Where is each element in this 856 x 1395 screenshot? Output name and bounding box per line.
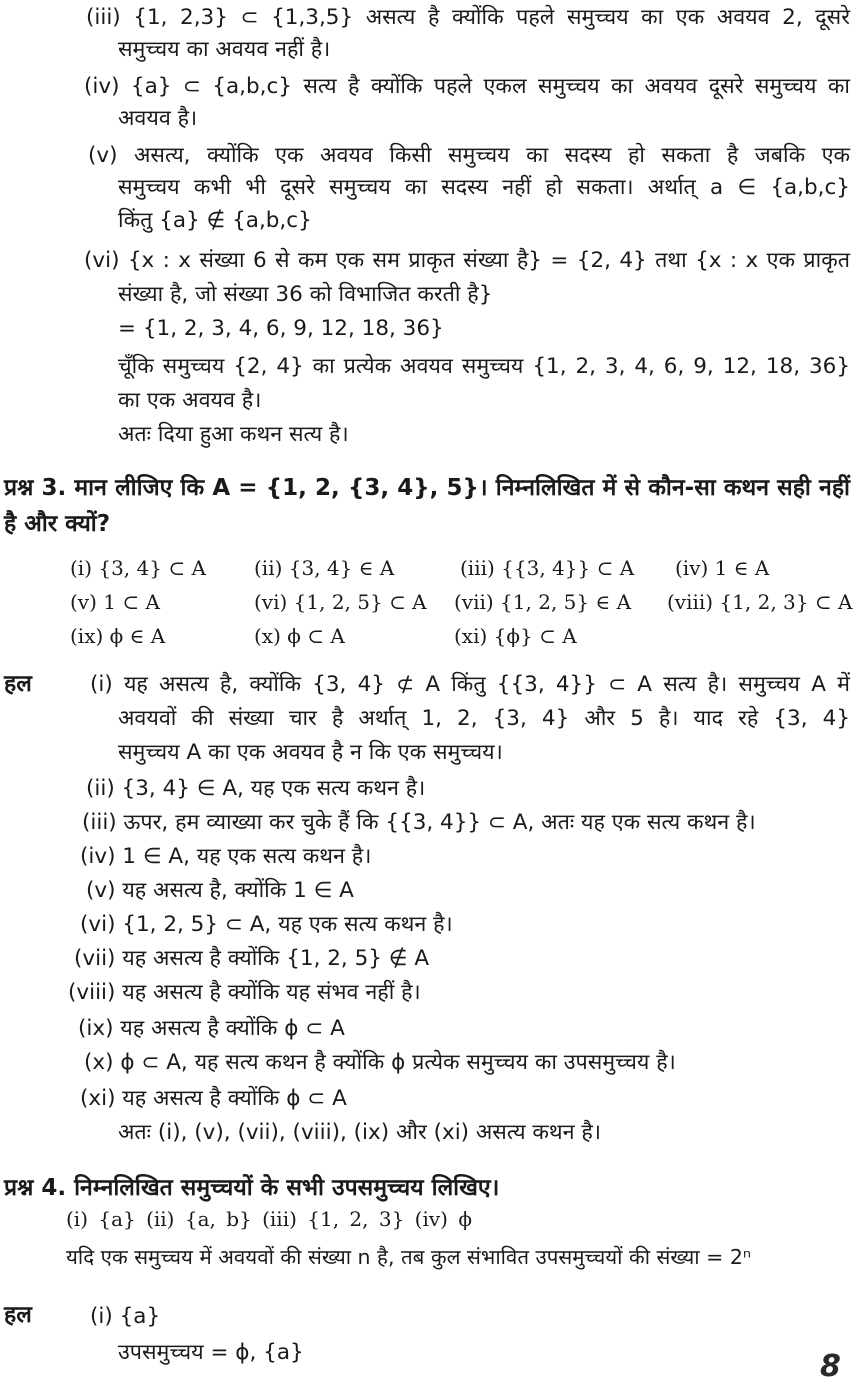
q4-options: (i) {a} (ii) {a, b} (iii) {1, 2, 3} (iv) ϕ: [66, 1207, 472, 1231]
solution-label: हल: [4, 1302, 32, 1328]
sol3-conclusion: अतः (i), (v), (vii), (viii), (ix) और (xi) असत्य कथन है।: [118, 1120, 601, 1145]
sol3-viii: (viii) यह असत्य है क्योंकि यह संभव नहीं है।: [68, 980, 421, 1005]
q3-option: (iii) {{3, 4}} ⊂ A: [460, 556, 635, 580]
q3-option: (viii) {1, 2, 3} ⊂ A: [667, 590, 853, 614]
q3-option: (v) 1 ⊂ A: [70, 590, 160, 614]
q3-option: (x) ϕ ⊂ A: [254, 624, 345, 648]
q3-option: (iv) 1 ∈ A: [675, 556, 770, 580]
page-number: 8: [820, 1349, 841, 1384]
sol-vi-line2: संख्या है, जो संख्या 36 को विभाजित करती है}: [118, 282, 493, 307]
sol4-subsets: उपसमुच्चय = ϕ, {a}: [118, 1340, 304, 1365]
question-4-heading: प्रश्न 4. निम्नलिखित समुच्चयों के सभी उपसमुच्चय लिखिए।: [4, 1175, 500, 1201]
sol3-v: (v) यह असत्य है, क्योंकि 1 ∈ A: [86, 878, 354, 903]
sol-v-line1: (v) असत्य, क्योंकि एक अवयव किसी समुच्चय का सदस्य हो सकता है जबकि एक: [88, 143, 850, 168]
sol-iii-line2: समुच्चय का अवयव नहीं है।: [118, 37, 331, 62]
sol3-i-line3: समुच्चय A का एक अवयव है न कि एक समुच्चय।: [118, 740, 503, 765]
sol-vi-line1: (vi) {x : x संख्या 6 से कम एक सम प्राकृत संख्या है} = {2, 4} तथा {x : x एक प्राकृत: [84, 248, 850, 273]
question-3-heading: प्रश्न 3. मान लीजिए कि A = {1, 2, {3, 4}, 5}। निम्नलिखित में से कौन-सा कथन सही नहीं: [4, 475, 850, 501]
sol3-vii: (vii) यह असत्य है क्योंकि {1, 2, 5} ∉ A: [74, 946, 430, 971]
q3-option: (ii) {3, 4} ∈ A: [254, 556, 395, 580]
q3-option: (xi) {ϕ} ⊂ A: [454, 624, 577, 648]
sol3-iv: (iv) 1 ∈ A, यह एक सत्य कथन है।: [80, 844, 372, 869]
sol-iii-line1: (iii) {1, 2,3} ⊂ {1,3,5} असत्य है क्योंकि पहले समुच्चय का एक अवयव 2, दूसरे: [86, 5, 850, 30]
sol-vi-line3: = {1, 2, 3, 4, 6, 9, 12, 18, 36}: [118, 316, 444, 341]
q4-note: यदि एक समुच्चय में अवयवों की संख्या n है, तब कुल संभावित उपसमुच्चयों की संख्या = 2ⁿ: [66, 1245, 752, 1269]
sol3-ii: (ii) {3, 4} ∈ A, यह एक सत्य कथन है।: [86, 776, 426, 801]
sol-iv-line1: (iv) {a} ⊂ {a,b,c} सत्य है क्योंकि पहले एकल समुच्चय का अवयव दूसरे समुच्चय का: [84, 74, 850, 99]
sol-vi-line5: का एक अवयव है।: [118, 388, 262, 413]
sol3-i-line1: (i) यह असत्य है, क्योंकि {3, 4} ⊄ A किंतु {{3, 4}} ⊂ A सत्य है। समुच्चय A में: [90, 672, 850, 697]
sol3-iii: (iii) ऊपर, हम व्याख्या कर चुके हैं कि {{3, 4}} ⊂ A, अतः यह एक सत्य कथन है।: [82, 810, 756, 835]
sol-v-line2: समुच्चय कभी भी दूसरे समुच्चय का सदस्य नहीं हो सकता। अर्थात् a ∈ {a,b,c}: [118, 175, 850, 200]
sol3-ix: (ix) यह असत्य है क्योंकि ϕ ⊂ A: [78, 1016, 345, 1041]
sol4-i: (i) {a}: [90, 1304, 161, 1329]
q3-option: (ix) ϕ ∈ A: [70, 624, 166, 648]
sol3-vi: (vi) {1, 2, 5} ⊂ A, यह एक सत्य कथन है।: [80, 912, 453, 937]
sol3-xi: (xi) यह असत्य है क्योंकि ϕ ⊂ A: [80, 1086, 347, 1111]
sol-vi-line6: अतः दिया हुआ कथन सत्य है।: [118, 422, 349, 447]
sol-vi-line4: चूँकि समुच्चय {2, 4} का प्रत्येक अवयव समुच्चय {1, 2, 3, 4, 6, 9, 12, 18, 36}: [118, 354, 850, 379]
sol3-i-line2: अवयवों की संख्या चार है अर्थात् 1, 2, {3, 4} और 5 है। याद रहे {3, 4}: [118, 706, 850, 731]
sol-iv-line2: अवयव है।: [118, 106, 198, 131]
q3-option: (i) {3, 4} ⊂ A: [70, 556, 206, 580]
question-3-heading-cont: है और क्यों?: [4, 511, 111, 537]
q3-option: (vii) {1, 2, 5} ∈ A: [454, 590, 632, 614]
q3-option: (vi) {1, 2, 5} ⊂ A: [254, 590, 427, 614]
sol3-x: (x) ϕ ⊂ A, यह सत्य कथन है क्योंकि ϕ प्रत्येक समुच्चय का उपसमुच्चय है।: [84, 1050, 676, 1075]
sol-v-line3: किंतु {a} ∉ {a,b,c}: [118, 208, 312, 233]
solution-label: हल: [4, 671, 32, 697]
